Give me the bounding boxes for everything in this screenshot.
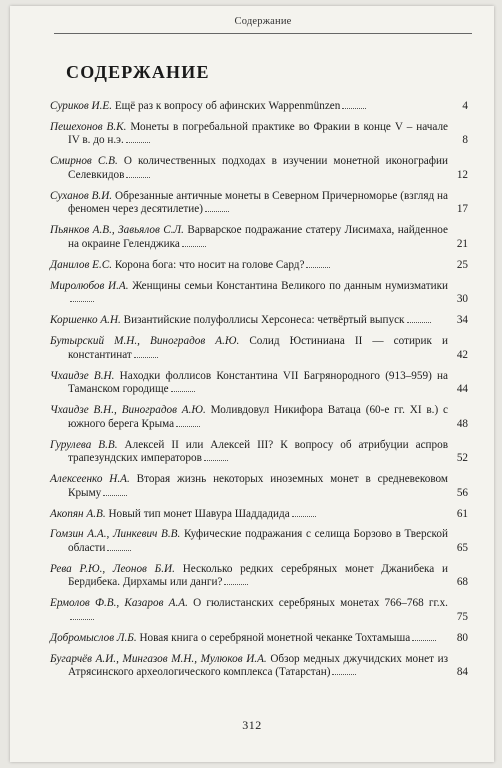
- toc-entry: [50, 439, 468, 466]
- toc-entry-authors: Алексеенко Н.А.: [50, 473, 130, 486]
- toc-leader-dots: [70, 293, 94, 302]
- page-number: 312: [242, 718, 262, 732]
- toc-entry-authors: Пешехонов В.К.: [50, 120, 127, 133]
- toc-leader-dots: [204, 452, 228, 461]
- toc-entry-page: 52: [456, 452, 468, 465]
- toc-entry: [50, 370, 468, 397]
- toc-entry: [50, 314, 468, 328]
- toc-leader-dots: [107, 542, 131, 551]
- toc-entry: [50, 224, 468, 251]
- toc-leader-dots: [70, 611, 94, 620]
- toc-entry-page: 21: [456, 237, 468, 250]
- toc-entry-page: 68: [456, 576, 468, 589]
- toc-leader-dots: [126, 169, 150, 178]
- toc-entry: [50, 190, 468, 217]
- toc-entry: [50, 121, 468, 148]
- toc-leader-dots: [126, 134, 150, 143]
- toc-entry-title: Алексей II или Алексей III? К вопросу об атрибуции аспров трапезундских императоров: [68, 438, 449, 465]
- toc-entry: [50, 259, 468, 273]
- toc-entry-authors: Суханов В.И.: [50, 189, 113, 202]
- running-header: Содержание: [234, 16, 292, 27]
- toc-entry-authors: Рева Р.Ю., Леонов Б.И.: [50, 562, 175, 575]
- toc-entry-page: 61: [456, 507, 468, 520]
- toc-entry-authors: Смирнов С.В.: [50, 155, 118, 168]
- toc-entry: [50, 280, 468, 307]
- toc-entry-authors: Ермолов Ф.В., Казаров А.А.: [50, 597, 188, 610]
- toc-entry-title: Монеты в погребальной практике во Фракии в конце V – начале IV в. до н.э.: [68, 120, 449, 147]
- toc-entry-title: Несколько редких серебряных монет Джанибека и Бердибека. Дирхамы или данги?: [68, 562, 448, 589]
- toc-entry-authors: Акопян А.В.: [50, 507, 106, 520]
- toc-entry-page: 84: [456, 666, 468, 679]
- toc-entry: [50, 155, 468, 182]
- toc-entry-page: 4: [462, 100, 468, 112]
- toc-entry-authors: Суриков И.Е.: [50, 100, 113, 112]
- toc-entry-title: Женщины семьи Константина Великого по данным нумизматики: [132, 279, 448, 292]
- toc-leader-dots: [412, 632, 436, 641]
- toc-entry-page: 48: [456, 417, 468, 430]
- toc-entry: [50, 473, 468, 500]
- section-title: СОДЕРЖАНИЕ: [66, 62, 210, 82]
- toc-entry-title: О гюлистанских серебряных монетах 766–768 гг.х.: [193, 597, 448, 610]
- toc-entry-title: Куфические подражания с селища Борзово в Тверской области: [68, 528, 448, 554]
- toc-entry-page: 65: [456, 542, 468, 554]
- toc-entry-page: 34: [456, 314, 468, 327]
- toc-entry-title: Корона бога: что носит на голове Сард?: [114, 258, 305, 271]
- toc-entry-title: Обзор медных джучидских монет из Атрясинского археологического комплекса (Татарстан): [68, 652, 448, 679]
- toc-leader-dots: [332, 666, 356, 675]
- toc-entry-authors: Коршенко А.Н.: [50, 314, 121, 327]
- toc-entry: [50, 528, 468, 555]
- toc-entry-page: 12: [456, 168, 468, 181]
- toc-entry-page: 56: [456, 486, 468, 499]
- toc-entry: [50, 335, 468, 362]
- toc-leader-dots: [205, 203, 229, 212]
- toc-entry-title: О количественных подходах в изучении монетной иконографии Селевкидов: [68, 155, 448, 181]
- toc-entry-authors: Миролюбов И.А.: [50, 279, 129, 292]
- toc-leader-dots: [306, 259, 330, 268]
- toc-leader-dots: [342, 100, 366, 109]
- toc-leader-dots: [103, 487, 127, 496]
- toc-entry-authors: Пьянков А.В., Завьялов С.Л.: [50, 224, 184, 237]
- toc-entry-authors: Чхаидзе В.Н., Виноградов А.Ю.: [50, 404, 206, 417]
- toc-leader-dots: [182, 238, 206, 247]
- toc-entry-authors: Чхаидзе В.Н.: [50, 369, 115, 382]
- toc-entry-page: 8: [462, 134, 468, 147]
- toc-leader-dots: [292, 508, 316, 517]
- toc-leader-dots: [176, 418, 200, 427]
- toc-leader-dots: [224, 576, 248, 585]
- toc-entry-title: Обрезанные античные монеты в Северном Причерноморье (взгляд на феномен через десятилетие): [68, 189, 449, 216]
- toc-entry-authors: Бутырский М.Н., Виноградов А.Ю.: [50, 335, 240, 348]
- toc-entry: [50, 653, 468, 680]
- toc-entry-title: Новый тип монет Шавура Шаддадида: [108, 507, 290, 520]
- toc-entry-authors: Гурулева В.В.: [50, 438, 118, 451]
- toc-entry: [50, 100, 468, 114]
- book-page: [10, 6, 494, 762]
- header-rule: [54, 33, 472, 34]
- toc-entry: [50, 597, 468, 624]
- toc-entry-authors: Бугарчёв А.И., Мингазов М.Н., Мулюков И.А.: [50, 652, 267, 665]
- toc-entry: [50, 563, 468, 590]
- toc-entry: [50, 508, 468, 522]
- toc-entry-title: Ещё раз к вопросу об афинских Wappenmünzen: [114, 100, 341, 112]
- toc-leader-dots: [171, 383, 195, 392]
- toc-entry-authors: Добромыслов Л.Б.: [50, 631, 137, 644]
- toc-entry-title: Моливдовул Никифора Ватаца (60-е гг. XI в.) с южного берега Крыма: [68, 404, 449, 430]
- toc-entry-page: 44: [456, 383, 468, 396]
- toc-entry-authors: Данилов Е.С.: [50, 258, 113, 271]
- toc-entry-page: 30: [456, 293, 468, 306]
- toc-entry-title: Новая книга о серебряной монетной чеканке Тохтамыша: [139, 631, 411, 644]
- toc-entry-title: Вторая жизнь некоторых иноземных монет в средневековом Крыму: [68, 473, 448, 499]
- toc-entry-authors: Гомзин А.А., Линкевич В.В.: [50, 528, 181, 541]
- toc-entry-page: 75: [456, 610, 468, 623]
- toc-leader-dots: [407, 314, 431, 323]
- toc-entry-page: 25: [456, 258, 468, 271]
- toc-entry-title: Византийские полуфоллисы Херсонеса: четвёртый выпуск: [123, 314, 405, 327]
- toc-entry: [50, 404, 468, 431]
- toc-entry-title: Солид Юстиниана II — сотирик и константинат: [68, 335, 449, 361]
- toc-entry-page: 80: [456, 631, 468, 644]
- toc-entry: [50, 632, 468, 646]
- toc-entry-page: 17: [456, 203, 468, 216]
- toc-entry-title: Находки фоллисов Константина VII Багрянородного (913–959) на Таманском городище: [68, 369, 448, 396]
- table-of-contents: [50, 100, 468, 687]
- toc-entry-page: 42: [456, 348, 468, 361]
- toc-leader-dots: [134, 349, 158, 358]
- toc-entry-title: Варварское подражание статеру Лисимаха, найденное на окраине Геленджика: [68, 224, 449, 250]
